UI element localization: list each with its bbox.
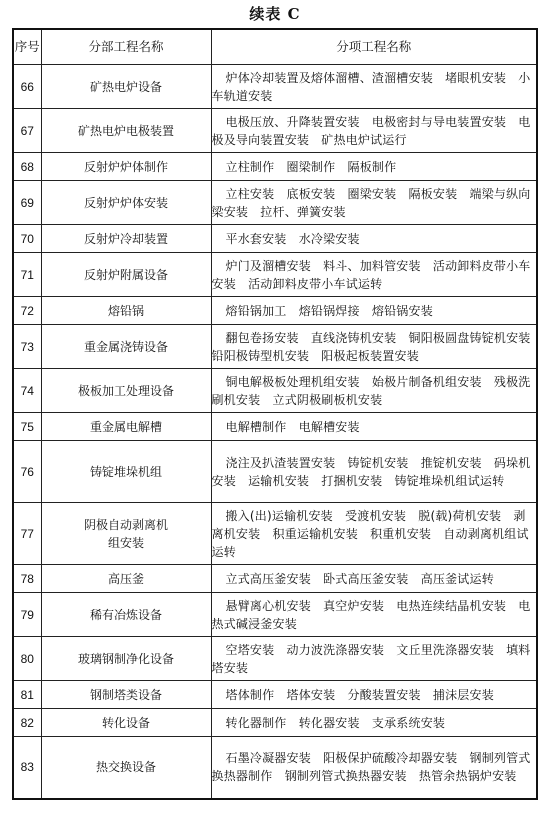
division-name: 转化设备 [41,709,211,737]
table-row [13,225,537,253]
row-number: 76 [13,441,41,503]
row-number: 82 [13,709,41,737]
table-row [13,65,537,109]
subdivision-items: 翻包卷扬安装 直线浇铸机安装 铜阳极圆盘铸锭机安装 铅阳极铸型机安装 阳极起板装置安装 [211,325,537,369]
table-header-row [13,29,537,65]
subdivision-items: 炉体冷却装置及熔体溜槽、渣溜槽安装 堵眼机安装 小车轨道安装 [211,65,537,109]
table-row [13,709,537,737]
header-items: 分项工程名称 [211,29,537,65]
table-row [13,369,537,413]
division-name: 稀有冶炼设备 [41,593,211,637]
row-number: 71 [13,253,41,297]
subdivision-items: 平水套安装 水冷梁安装 [211,225,537,253]
subdivision-items: 电解槽制作 电解槽安装 [211,413,537,441]
division-name: 高压釜 [41,565,211,593]
division-name: 矿热电炉电极装置 [41,109,211,153]
subdivision-items: 塔体制作 塔体安装 分酸装置安装 捕沫层安装 [211,681,537,709]
subdivision-items: 立柱安装 底板安装 圈梁安装 隔板安装 端梁与纵向梁安装 拉杆、弹簧安装 [211,181,537,225]
division-name: 反射炉炉体制作 [41,153,211,181]
table-row [13,253,537,297]
row-number: 66 [13,65,41,109]
division-name: 反射炉附属设备 [41,253,211,297]
row-number: 83 [13,737,41,799]
header-part: 分部工程名称 [41,29,211,65]
row-number: 80 [13,637,41,681]
row-number: 72 [13,297,41,325]
row-number: 75 [13,413,41,441]
subdivision-items: 浇注及扒渣装置安装 铸锭机安装 推锭机安装 码垛机安装 运输机安装 打捆机安装 铸锭堆垛机组试运转 [211,441,537,503]
subdivision-items: 转化器制作 转化器安装 支承系统安装 [211,709,537,737]
division-name: 钢制塔类设备 [41,681,211,709]
subdivision-items: 空塔安装 动力波洗涤器安装 文丘里洗涤器安装 填料塔安装 [211,637,537,681]
row-number: 78 [13,565,41,593]
row-number: 73 [13,325,41,369]
division-name: 玻璃钢制净化设备 [41,637,211,681]
subdivision-items: 炉门及溜槽安装 料斗、加料管安装 活动卸料皮带小车安装 活动卸料皮带小车试运转 [211,253,537,297]
table-row [13,413,537,441]
division-name: 反射炉冷却装置 [41,225,211,253]
table-row [13,297,537,325]
table-row [13,737,537,799]
row-number: 68 [13,153,41,181]
division-name: 重金属浇铸设备 [41,325,211,369]
table-row [13,503,537,565]
division-name: 热交换设备 [41,737,211,799]
subdivision-items: 石墨冷凝器安装 阳极保护硫酸冷却器安装 钢制列管式换热器制作 钢制列管式换热器安装 热管余热锅炉安装 [211,737,537,799]
header-no: 序号 [13,29,41,65]
division-name: 极板加工处理设备 [41,369,211,413]
subdivision-items: 电极压放、升降装置安装 电极密封与导电装置安装 电极及导向装置安装 矿热电炉试运行 [211,109,537,153]
division-name: 铸锭堆垛机组 [41,441,211,503]
division-name: 反射炉炉体安装 [41,181,211,225]
row-number: 69 [13,181,41,225]
division-name: 重金属电解槽 [41,413,211,441]
subdivision-items: 熔铅锅加工 熔铅锅焊接 熔铅锅安装 [211,297,537,325]
table-title: 续表 C [249,5,301,23]
table-row [13,681,537,709]
subdivision-items: 铜电解极板处理机组安装 始极片制备机组安装 残极洗刷机安装 立式阴极刷板机安装 [211,369,537,413]
row-number: 70 [13,225,41,253]
engineering-division-table [12,28,543,800]
table-row [13,441,537,503]
table-row [13,565,537,593]
division-name: 阴极自动剥离机组安装 [41,503,211,565]
table-row [13,181,537,225]
row-number: 79 [13,593,41,637]
subdivision-items: 立式高压釜安装 卧式高压釜安装 高压釜试运转 [211,565,537,593]
division-name: 熔铅锅 [41,297,211,325]
row-number: 67 [13,109,41,153]
row-number: 81 [13,681,41,709]
row-number: 77 [13,503,41,565]
subdivision-items: 悬臂离心机安装 真空炉安装 电热连续结晶机安装 电热式碱浸釜安装 [211,593,537,637]
row-number: 74 [13,369,41,413]
subdivision-items: 搬入(出)运输机安装 受渡机安装 脱(载)荷机安装 剥离机安装 积重运输机安装 积重机安装 自动剥离机组试运转 [211,503,537,565]
table-row [13,109,537,153]
subdivision-items: 立柱制作 圈梁制作 隔板制作 [211,153,537,181]
table-row [13,325,537,369]
division-name: 矿热电炉设备 [41,65,211,109]
table-row [13,637,537,681]
table-row [13,593,537,637]
table-row [13,153,537,181]
